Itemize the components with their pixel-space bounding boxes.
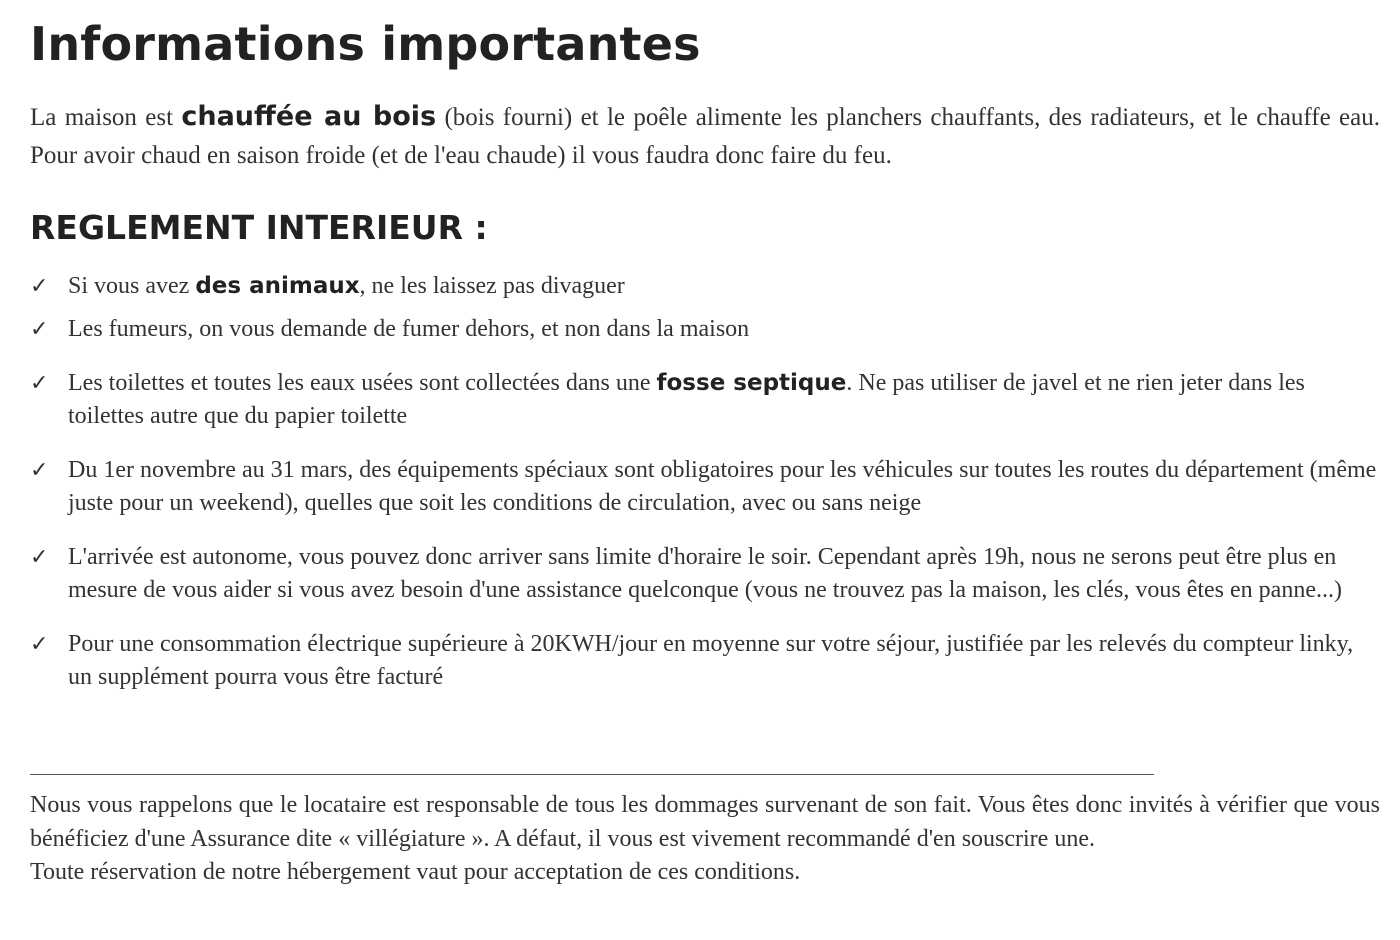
checkmark-icon: ✓ [30,545,49,570]
rule-item-smokers [30,313,1380,346]
rule-text-after: . Ne pas utiliser de javel et ne rien jeter dans les toilettes autre que du papier toilette [68,370,1305,429]
rules-list [30,270,1380,694]
checkmark-icon: ✓ [30,274,49,299]
checkmark-icon: ✓ [30,632,49,657]
footer-notes [30,789,1380,890]
rules-heading: REGLEMENT INTERIEUR : [30,208,488,247]
rule-text: Pour une consommation électrique supérieure à 20KWH/jour en moyenne sur votre séjour, justifiée par les relevés du compteur linky, un supplément pourra vous être facturé [68,631,1354,690]
rule-item-electricity [30,628,1380,694]
intro-text-after: (bois fourni) et le poêle alimente les planchers chauffants, des radiateurs, et le chauffe eau. Pour avoir chaud en saison froide (et de l'eau chaude) il vous faudra donc faire du feu. [30,104,1380,169]
checkmark-icon: ✓ [30,458,49,483]
page-title: Informations importantes [30,17,701,71]
rule-item-arrival [30,541,1380,607]
rule-item-winter-equipment [30,454,1380,520]
rule-text: L'arrivée est autonome, vous pouvez donc arriver sans limite d'horaire le soir. Cependant après 19h, nous ne serons peut être plus en mesure de vous aider si vous avez besoin d'une assistance quelconque (vous ne trouvez pas la maison, les clés, vous êtes en panne...) [68,544,1342,603]
rule-text: Les fumeurs, on vous demande de fumer dehors, et non dans la maison [68,316,750,342]
rule-text-before: Si vous avez [68,273,196,299]
rule-bold-text: des animaux [195,273,360,299]
acceptance-paragraph: Toute réservation de notre hébergement vaut pour acceptation de ces conditions. [30,859,801,885]
rule-bold-text: fosse septique [656,370,847,396]
rule-text-after: , ne les laissez pas divaguer [359,273,625,299]
section-divider [30,774,1154,775]
rule-item-animals [30,270,1380,303]
checkmark-icon: ✓ [30,371,49,396]
rule-item-septic-tank [30,367,1380,433]
checkmark-icon: ✓ [30,317,49,342]
rule-text-before: Les toilettes et toutes les eaux usées sont collectées dans une [68,370,657,396]
intro-text-before: La maison est [30,104,182,131]
rule-text: Du 1er novembre au 31 mars, des équipements spéciaux sont obligatoires pour les véhicules sur toutes les routes du département (même juste pour un weekend), quelles que soit les conditions de circulation, avec ou sans neige [68,457,1377,516]
intro-paragraph [30,98,1380,175]
insurance-paragraph: Nous vous rappelons que le locataire est responsable de tous les dommages survenant de son fait. Vous êtes donc invités à vérifier que vous bénéficiez d'une Assurance dite « villégiature ». A défaut, il vous est vivement recommandé d'en souscrire une. [30,792,1380,852]
intro-bold-heating: chauffée au bois [181,101,437,132]
